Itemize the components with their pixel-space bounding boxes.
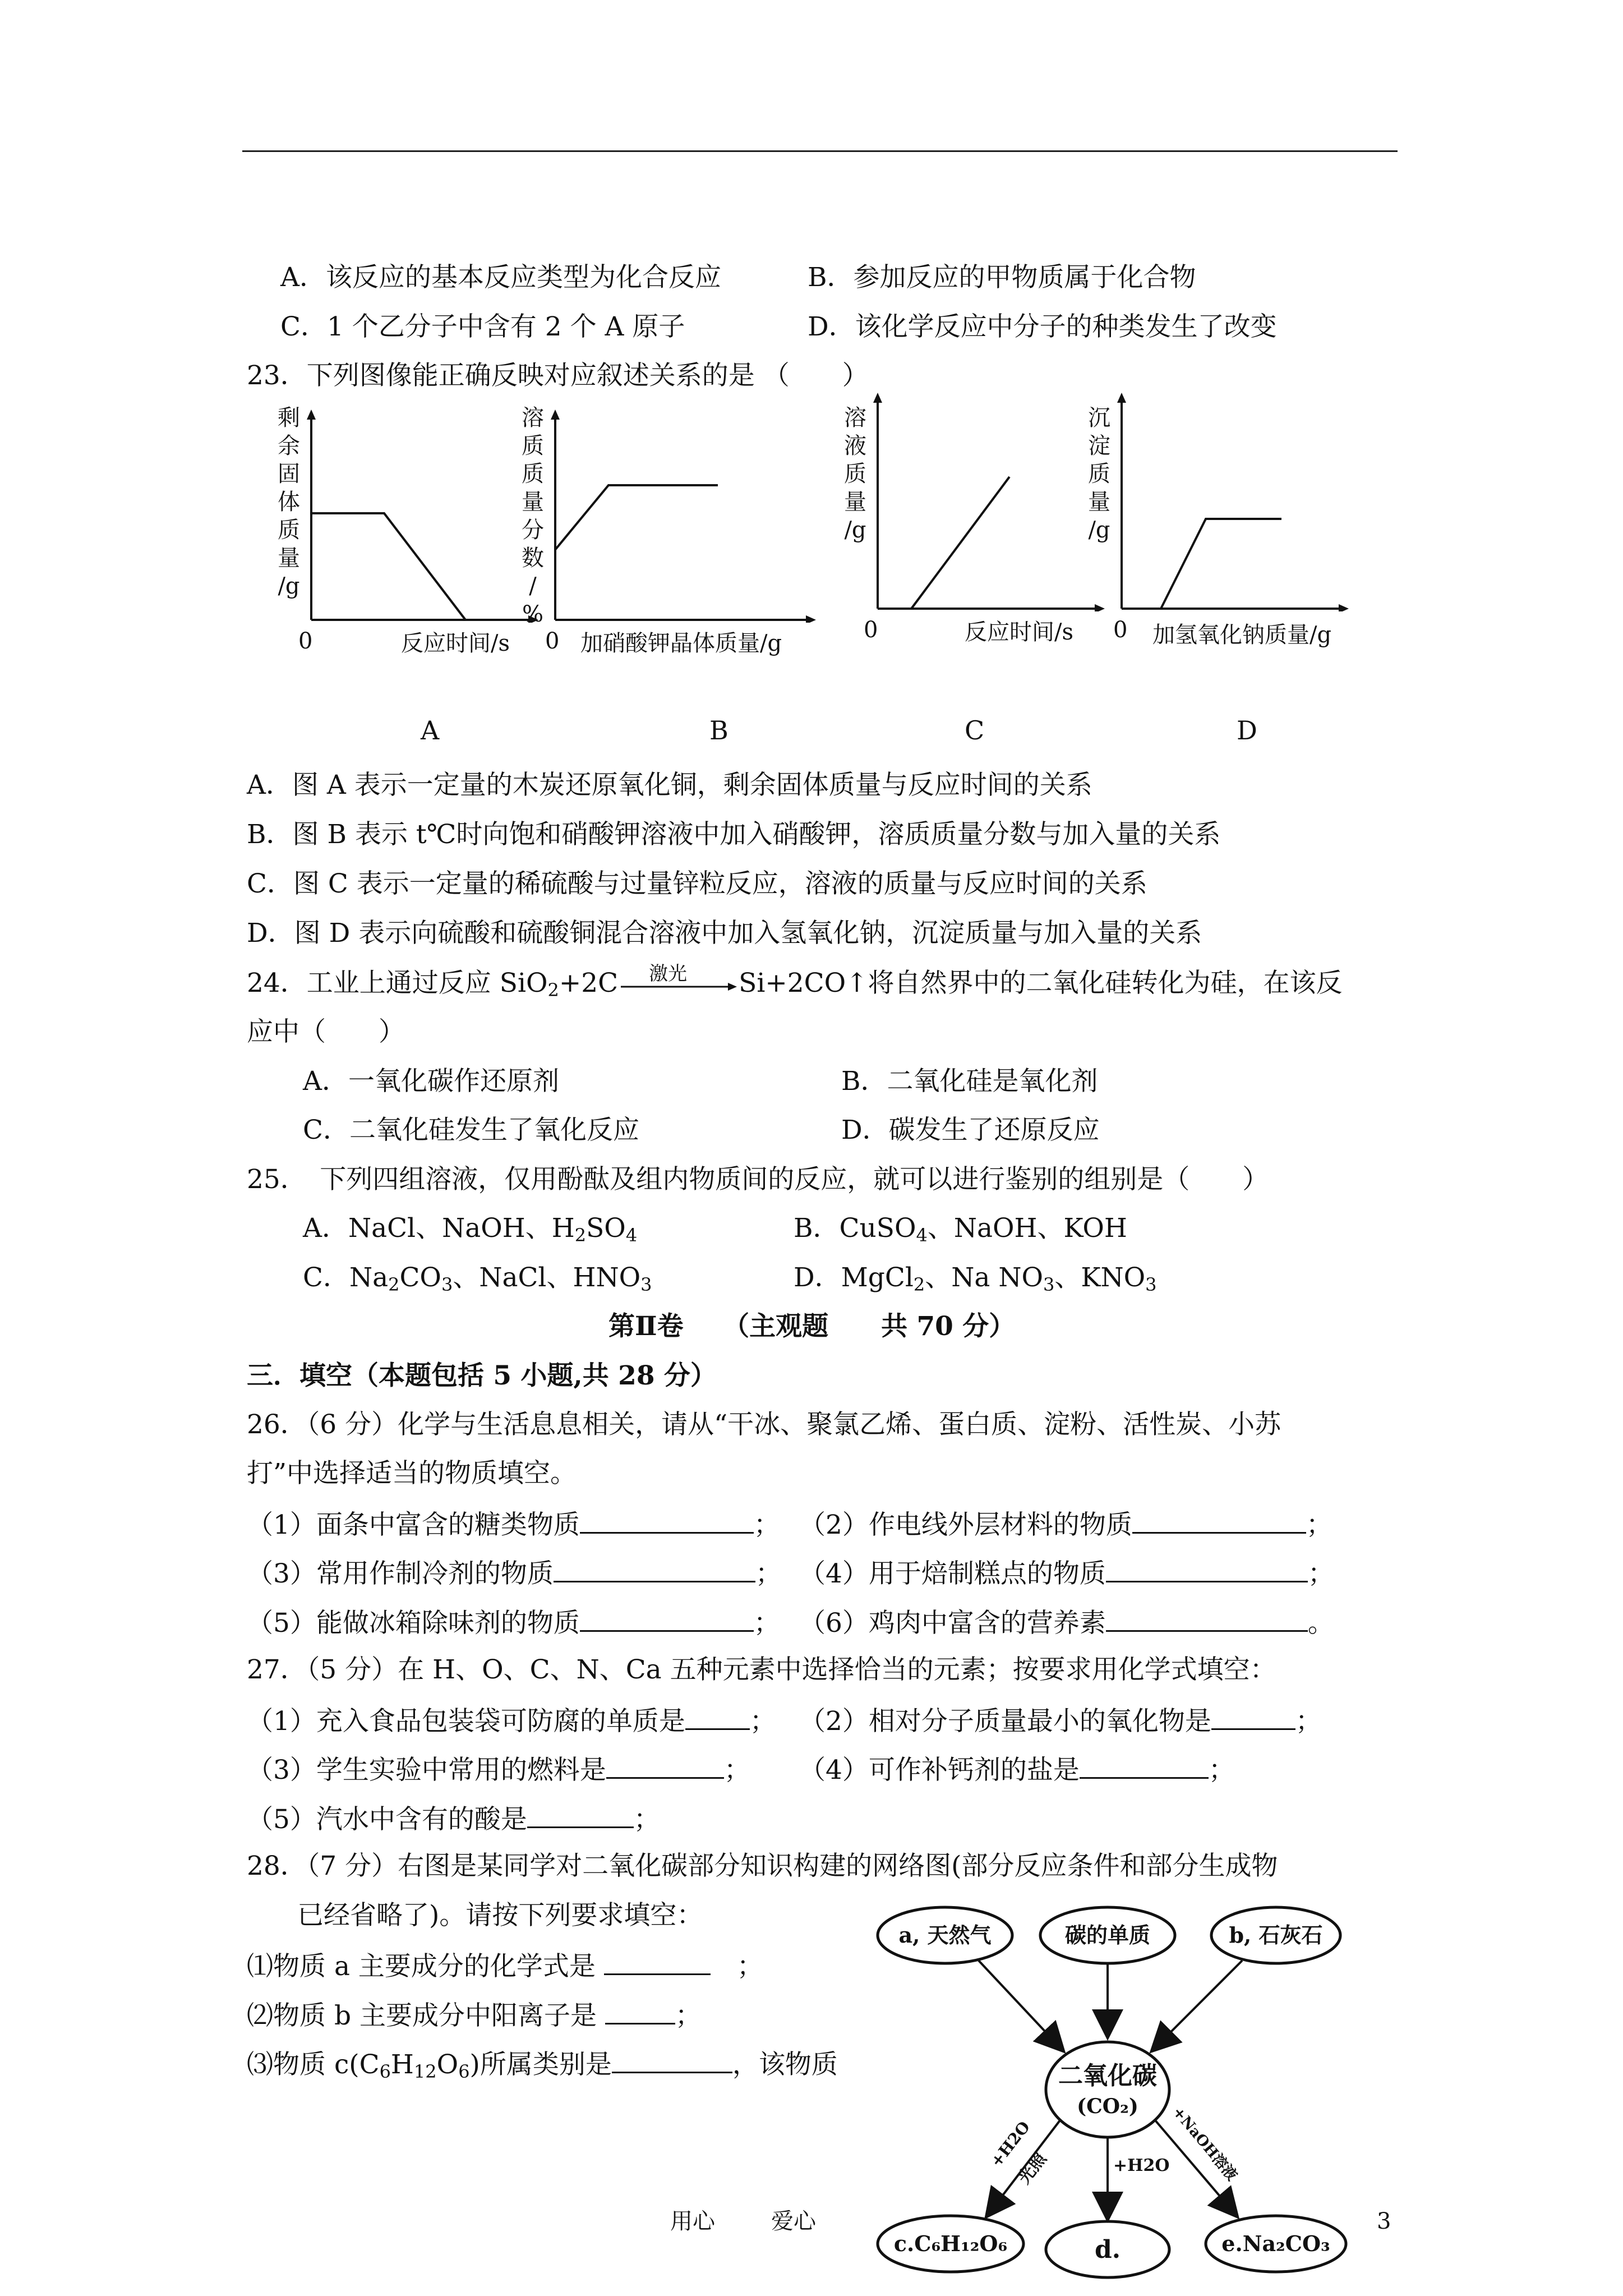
q26-item6: （6）鸡肉中富含的营养素 。	[799, 1604, 1334, 1640]
graph-d-plot	[1113, 393, 1349, 611]
answer-blank[interactable]	[1132, 1506, 1306, 1534]
graph-d-caption: D	[1237, 715, 1257, 746]
co2-network-diagram	[872, 1893, 1366, 2280]
node-e-label: e.Na₂CO₃	[1221, 2231, 1330, 2256]
answer-blank[interactable]	[604, 1948, 711, 1975]
graph-c-plot	[869, 393, 1105, 611]
q24-stem: 24．工业上通过反应 SiO$_2$+2C 激光 Si+2CO↑将自然界中的二氧化硅转化为硅，在该反	[247, 963, 1343, 1001]
node-co2-formula: (CO₂)	[1077, 2095, 1138, 2118]
q25-option-a: A．NaCl、NaOH、$H_2SO_4$	[303, 1213, 638, 1246]
q23-stem: 23．下列图像能正确反映对应叙述关系的是 （ ）	[247, 360, 869, 391]
q25-stem: 25． 下列四组溶液，仅用酚酞及组内物质间的反应，就可以进行鉴别的组别是（ ）	[247, 1164, 1269, 1195]
section3-title: 三．填空（本题包括 5 小题,共 28 分）	[247, 1360, 717, 1391]
q24-condition-arrow: 激光	[618, 974, 739, 996]
q23-option-d: D．图 D 表示向硫酸和硫酸铜混合溶液中加入氢氧化钠，沉淀质量与加入量的关系	[247, 918, 1202, 949]
answer-blank[interactable]	[606, 1751, 724, 1779]
graph-d-ylabel: 沉 淀 质 量 /g	[1088, 405, 1110, 543]
q25-option-d: D．MgCl$_2$、Na $NO_3$、$KNO_3$	[794, 1262, 1157, 1295]
edge-c-condition1: +H2O	[986, 2118, 1034, 2171]
answer-blank[interactable]	[580, 1604, 754, 1632]
node-co2-label: 二氧化碳	[1058, 2062, 1157, 2090]
graph-d-origin: 0	[1113, 617, 1128, 643]
graph-d-curve	[1161, 519, 1281, 609]
footer-left: 用心	[670, 2208, 715, 2234]
answer-blank[interactable]	[605, 1997, 675, 2024]
q28-item1: ⑴物质 a 主要成分的化学式是 ；	[247, 1948, 763, 1984]
q26-item5: （5）能做冰箱除味剂的物质 ；	[247, 1604, 780, 1640]
page-number: 3	[1377, 2208, 1391, 2234]
q22-option-b: B．参加反应的甲物质属于化合物	[808, 262, 1196, 293]
q27-item5: （5）汽水中含有的酸是 ；	[247, 1801, 660, 1837]
q28-item3: ⑶物质 $c(C_6H_{12}O_6)$所属类别是 ，该物质	[247, 2046, 838, 2082]
q27-item1: （1）充入食品包装袋可防腐的单质是 ；	[247, 1703, 776, 1738]
q26-item4: （4）用于焙制糕点的物质 ；	[799, 1555, 1334, 1591]
q28-item2: ⑵物质 b 主要成分中阳离子是 ；	[247, 1997, 702, 2033]
node-a-label: a, 天然气	[898, 1922, 992, 1948]
graph-b-curve	[555, 485, 718, 550]
q26-stem2: 打”中选择适当的物质填空。	[247, 1458, 577, 1489]
graph-b-xlabel: 加硝酸钾晶体质量/g	[580, 631, 782, 656]
q26-stem1: 26．（6 分）化学与生活息息相关，请从“干冰、聚氯乙烯、蛋白质、淀粉、活性炭、小苏	[247, 1409, 1281, 1440]
graph-a-caption: A	[421, 715, 440, 746]
q28-stem2: 已经省略了)。请按下列要求填空：	[297, 1900, 703, 1931]
node-carbon-label: 碳的单质	[1064, 1922, 1151, 1948]
edge-d-condition: +H2O	[1113, 2156, 1170, 2175]
graph-c-origin: 0	[864, 617, 878, 643]
q27-item2: （2）相对分子质量最小的氧化物是 ；	[799, 1703, 1322, 1738]
edge-c-condition2: 光照	[1014, 2149, 1051, 2188]
graph-b-origin: 0	[545, 628, 560, 654]
answer-blank[interactable]	[1211, 1703, 1295, 1730]
graph-a-origin: 0	[298, 628, 313, 654]
q26-item1: （1）面条中富含的糖类物质 ；	[247, 1506, 780, 1542]
answer-blank[interactable]	[554, 1555, 755, 1582]
node-c-label: c.C₆H₁₂O₆	[893, 2231, 1008, 2256]
q22-option-a: A．该反应的基本反应类型为化合反应	[280, 262, 721, 293]
q24-option-b: B．二氧化硅是氧化剂	[841, 1066, 1098, 1097]
graph-c-ylabel: 溶 液 质 量 /g	[844, 405, 866, 543]
q24-option-d: D．碳发生了还原反应	[841, 1115, 1100, 1145]
q27-stem: 27．（5 分）在 H、O、C、N、Ca 五种元素中选择恰当的元素；按要求用化学式填空：	[247, 1654, 1276, 1685]
graph-d-xlabel: 加氢氧化钠质量/g	[1152, 622, 1332, 648]
graph-c-caption: C	[965, 715, 985, 746]
answer-blank[interactable]	[1106, 1555, 1308, 1582]
q23-option-b: B．图 B 表示 t℃时向饱和硝酸钾溶液中加入硝酸钾，溶质质量分数与加入量的关系	[247, 819, 1221, 850]
node-b-label: b, 石灰石	[1229, 1922, 1323, 1948]
answer-blank[interactable]	[580, 1506, 754, 1534]
header-rule	[242, 150, 1398, 152]
q24-option-c: C．二氧化硅发生了氧化反应	[303, 1115, 639, 1145]
q25-option-b: B．CuSO$_4$、NaOH、KOH	[794, 1213, 1127, 1246]
q22-option-d: D．该化学反应中分子的种类发生了改变	[808, 311, 1277, 342]
graph-a-plot	[303, 409, 538, 623]
answer-blank[interactable]	[527, 1801, 634, 1828]
graph-a-ylabel: 剩 余 固 体 质 量 /g	[278, 405, 300, 599]
q24-option-a: A．一氧化碳作还原剂	[303, 1066, 559, 1097]
q27-item4: （4）可作补钙剂的盐是 ；	[799, 1751, 1235, 1787]
edge-e-condition: +NaOH溶液	[1169, 2104, 1241, 2184]
graph-a-curve	[311, 513, 465, 620]
q25-option-c: C．$Na_2CO_3$、NaCl、$HNO_3$	[303, 1262, 652, 1295]
section2-title: 第Ⅱ卷 （主观题 共 70 分）	[608, 1311, 1016, 1342]
graph-b-plot	[547, 409, 816, 623]
graph-c-xlabel: 反应时间/s	[965, 619, 1074, 645]
answer-blank[interactable]	[612, 2046, 732, 2073]
node-d-label: d.	[1094, 2235, 1121, 2264]
q27-item3: （3）学生实验中常用的燃料是 ；	[247, 1751, 750, 1787]
q23-option-a: A．图 A 表示一定量的木炭还原氧化铜，剩余固体质量与反应时间的关系	[247, 770, 1092, 800]
q22-option-c: C．1 个乙分子中含有 2 个 A 原子	[280, 311, 685, 342]
footer-right: 爱心	[771, 2208, 816, 2234]
q26-item2: （2）作电线外层材料的物质 ；	[799, 1506, 1332, 1542]
q23-option-c: C．图 C 表示一定量的稀硫酸与过量锌粒反应，溶液的质量与反应时间的关系	[247, 868, 1147, 899]
q26-item3: （3）常用作制冷剂的物质 ；	[247, 1555, 782, 1591]
q24-stem-line2: 应中（ ）	[247, 1016, 405, 1047]
graph-b-ylabel: 溶 质 质 量 分 数 / %	[522, 405, 544, 627]
graph-a-xlabel: 反应时间/s	[401, 631, 510, 656]
answer-blank[interactable]	[685, 1703, 750, 1730]
graph-c-curve	[911, 477, 1009, 609]
answer-blank[interactable]	[1106, 1604, 1308, 1632]
graph-b-caption: B	[709, 715, 728, 746]
answer-blank[interactable]	[1080, 1751, 1209, 1779]
q28-stem1: 28．（7 分）右图是某同学对二氧化碳部分知识构建的网络图(部分反应条件和部分生成物	[247, 1851, 1278, 1881]
